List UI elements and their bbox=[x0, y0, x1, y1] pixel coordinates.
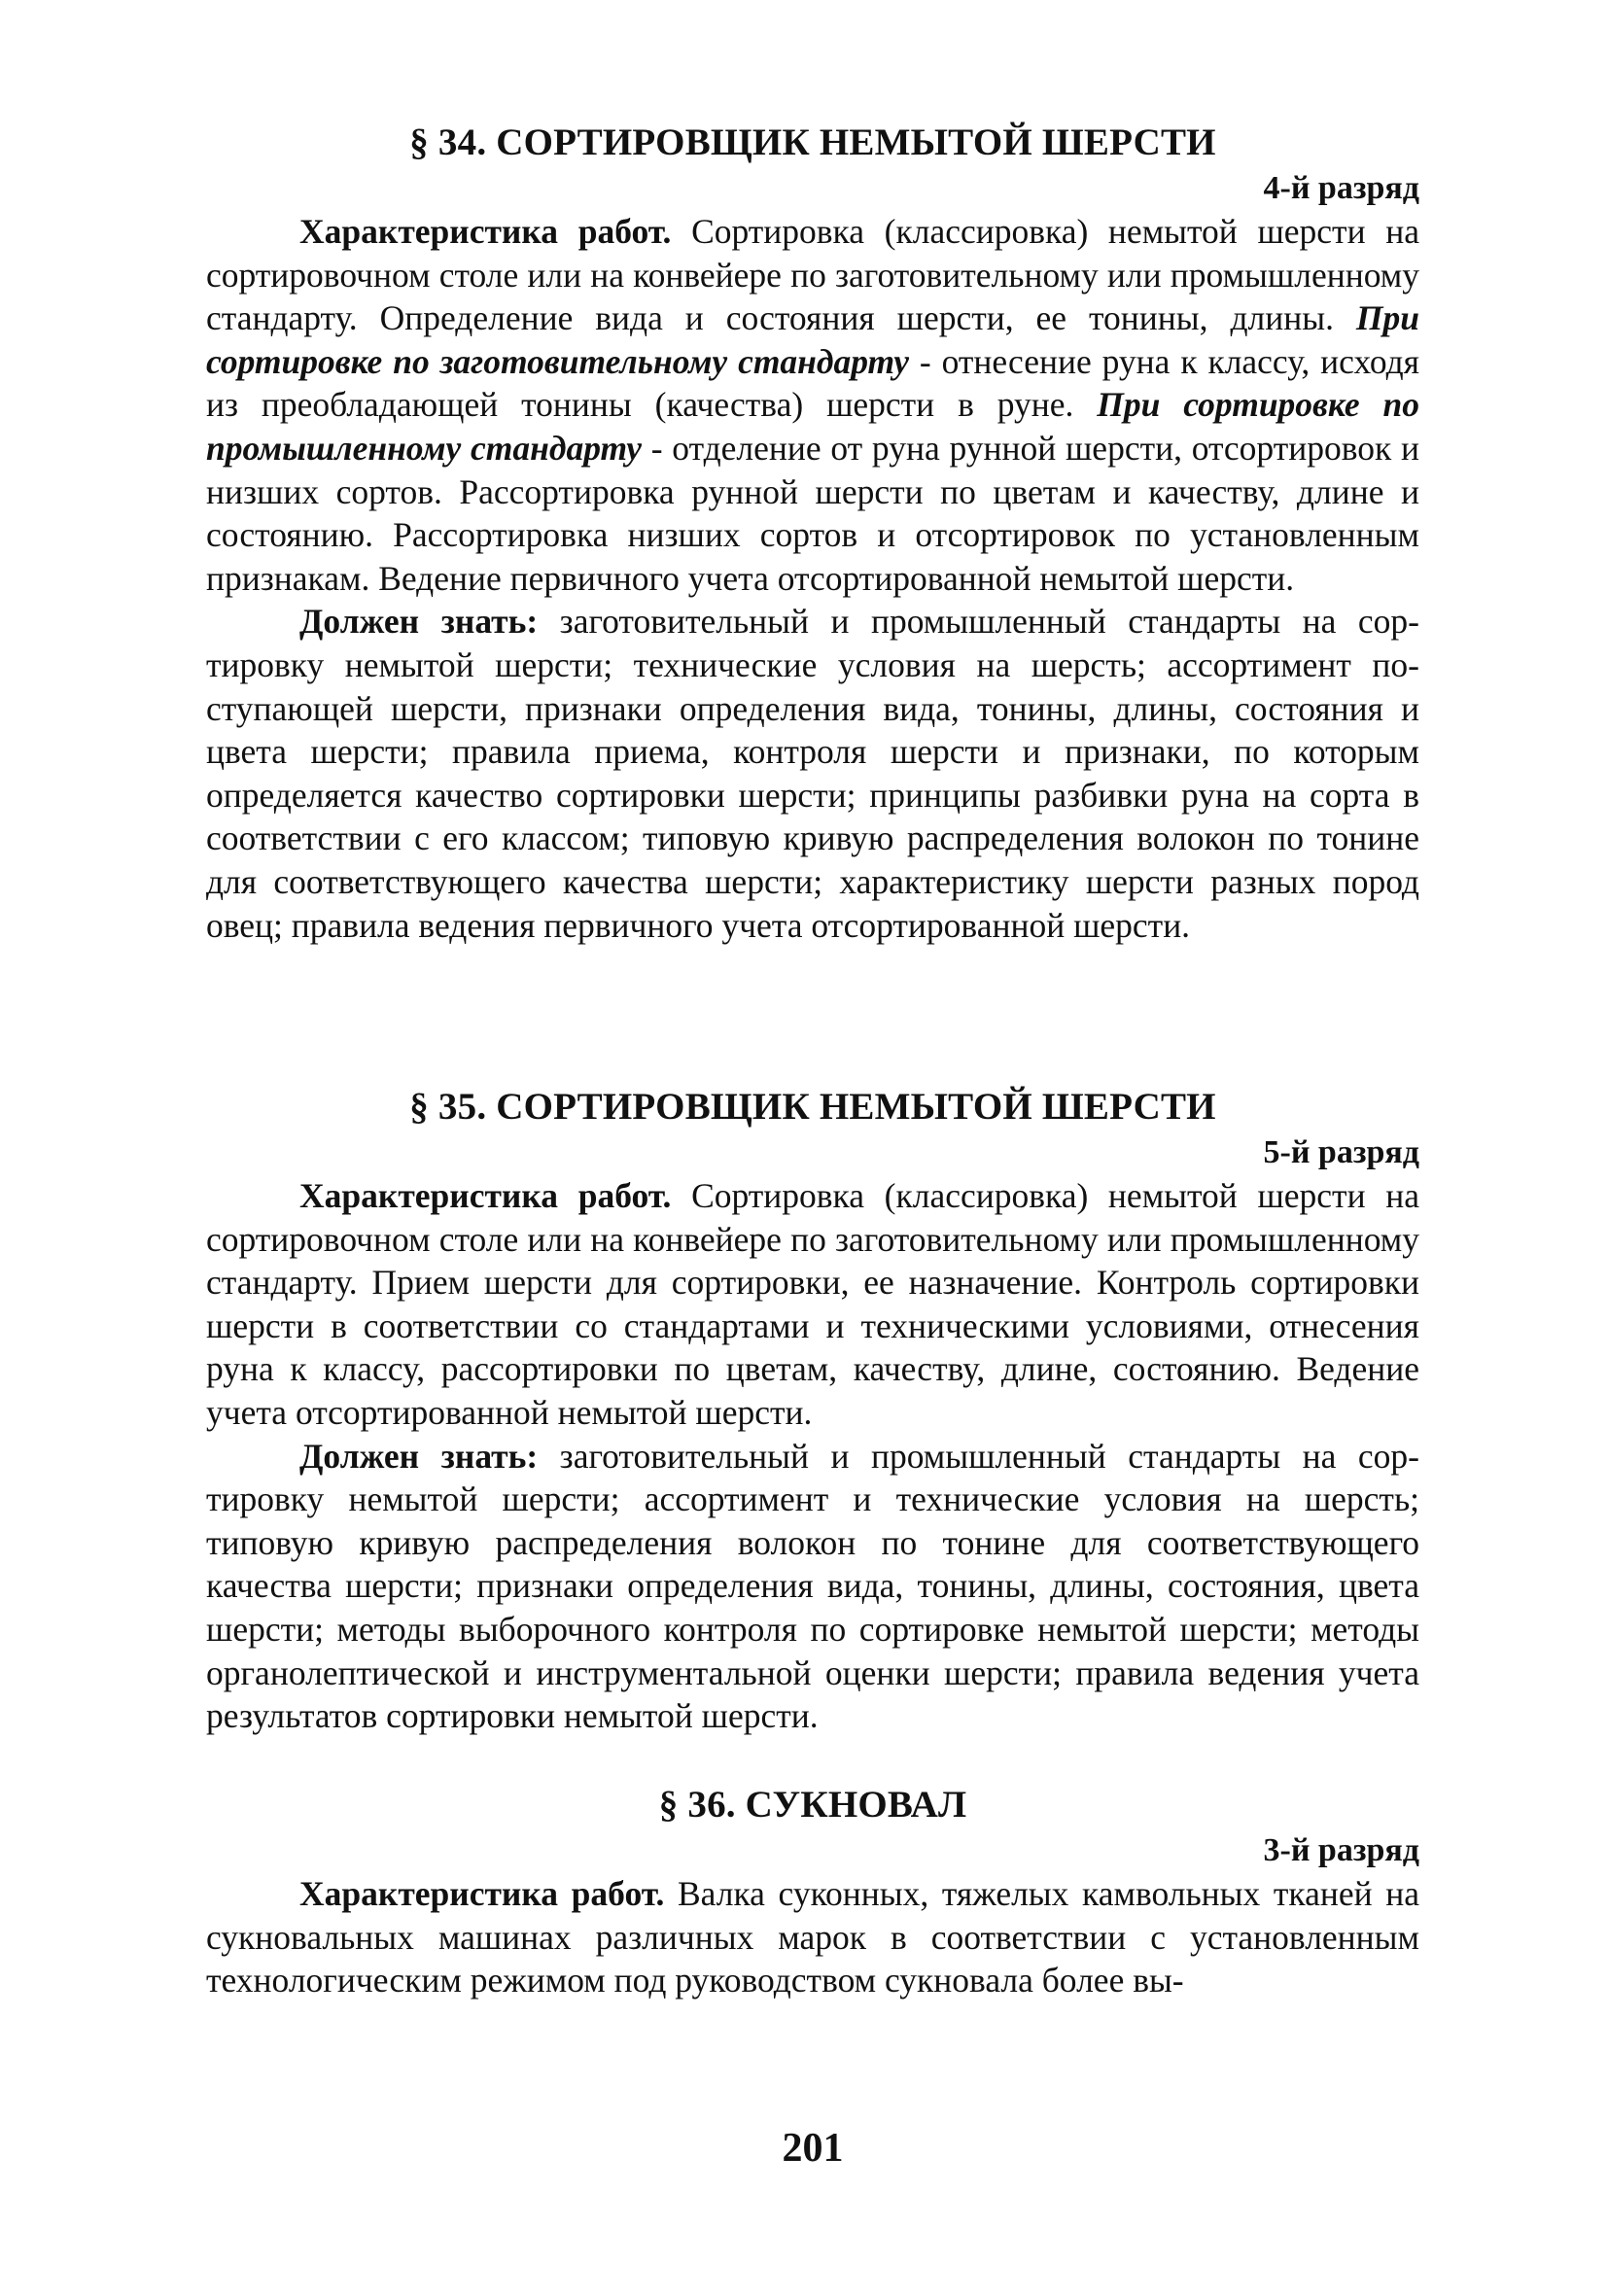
grade-label: 4-й разряд bbox=[1263, 170, 1419, 206]
paragraph-text: заготовительный и промышленный стандарты на сортировку немытой шерсти; технические условия на шерсть; ассортимент поступающей шерсти, признаки определения вида, тонины, длины, состояния и цвета шерсти; правила приема, контроля шерсти и признаки, по которым определяется качество сортировки шерсти; принципы разбивки руна на сорта в соответствии с его классом; типовую кривую распределения волокон по тонине для соответствующего качества шерсти; характеристику шерсти разных пород овец; правила ведения первичного учета отсортированной шерсти. bbox=[206, 602, 1419, 945]
paragraph-text: Сортировка (классировка) немытой шерсти на сортировочном столе или на конвейере по заготовительному или промышленному стандарту. Определение вида и состояния шерсти, ее тонины, длины. bbox=[206, 212, 1419, 338]
must-know-label: Должен знать: bbox=[299, 1436, 539, 1476]
must-know-paragraph bbox=[206, 1435, 1419, 1738]
paragraph-text: Валка суконных, тяжелых камвольных тканей на сукновальных машинах различных марок в соответствии с установленным технологическим режимом под руководством сукновала более вы- bbox=[206, 1874, 1419, 2000]
section-title: § 36. СУКНОВАЛ bbox=[658, 1784, 967, 1826]
must-know-label: Должен знать: bbox=[299, 602, 539, 642]
section-34 bbox=[206, 121, 1419, 947]
work-characteristics-paragraph bbox=[206, 1872, 1419, 2002]
grade-label: 5-й разряд bbox=[1263, 1134, 1419, 1170]
grade-label: 3-й разряд bbox=[1263, 1832, 1419, 1868]
emphasis-text: При сортировке по промышленному стандарту bbox=[206, 385, 1419, 468]
page-number: 201 bbox=[782, 2126, 844, 2171]
section-36 bbox=[206, 1783, 1419, 2002]
section-title: § 34. СОРТИРОВЩИК НЕМЫТОЙ ШЕРСТИ bbox=[409, 122, 1216, 163]
section-35 bbox=[206, 1085, 1419, 1738]
work-characteristics-paragraph bbox=[206, 1174, 1419, 1435]
must-know-paragraph bbox=[206, 600, 1419, 947]
paragraph-text: заготовительный и промышленный стандарты на сортировку немытой шерсти; ассортимент и технические условия на шерсть; типовую кривую распределения волокон по тонине для соответствующего качества шерсти; признаки определения вида, тонины, длины, состояния, цвета шерсти; методы выборочного контроля по сортировке немытой шерсти; методы органолептической и инструментальной оценки шерсти; правила ведения учета результатов сортировки немытой шерсти. bbox=[206, 1436, 1419, 1736]
paragraph-text: - отделение от руна рунной шерсти, отсортировок и низших сортов. Рассортировка рунной шерсти по цветам и качеству, длине и состоянию. Рассортировка низших сортов и отсортировок по установленным признакам. Ведение первичного учета отсортированной немытой шерсти. bbox=[206, 428, 1419, 598]
paragraph-text: - отнесение руна к классу, исходя из преобладающей тонины (качества) шерсти в руне. bbox=[206, 341, 1419, 425]
work-characteristics-label: Характеристика работ. bbox=[299, 1176, 672, 1215]
work-characteristics-label: Характеристика работ. bbox=[299, 1874, 665, 1913]
work-characteristics-paragraph bbox=[206, 210, 1419, 600]
document-page bbox=[206, 0, 1419, 2296]
paragraph-text: Сортировка (классировка) немытой шерсти на сортировочном столе или на конвейере по заготовительному или промышленному стандарту. Прием шерсти для сортировки, ее назначение. Контроль сортировки шерсти в соответствии со стандартами и техническими условиями, отнесения руна к классу, рассортировки по цветам, качеству, длине, состоянию. Ведение учета отсортированной немытой шерсти. bbox=[206, 1176, 1419, 1432]
emphasis-text: При сортировке по заготовительному стандарту bbox=[206, 298, 1419, 381]
work-characteristics-label: Характеристика работ. bbox=[299, 212, 672, 251]
section-title: § 35. СОРТИРОВЩИК НЕМЫТОЙ ШЕРСТИ bbox=[409, 1086, 1216, 1128]
